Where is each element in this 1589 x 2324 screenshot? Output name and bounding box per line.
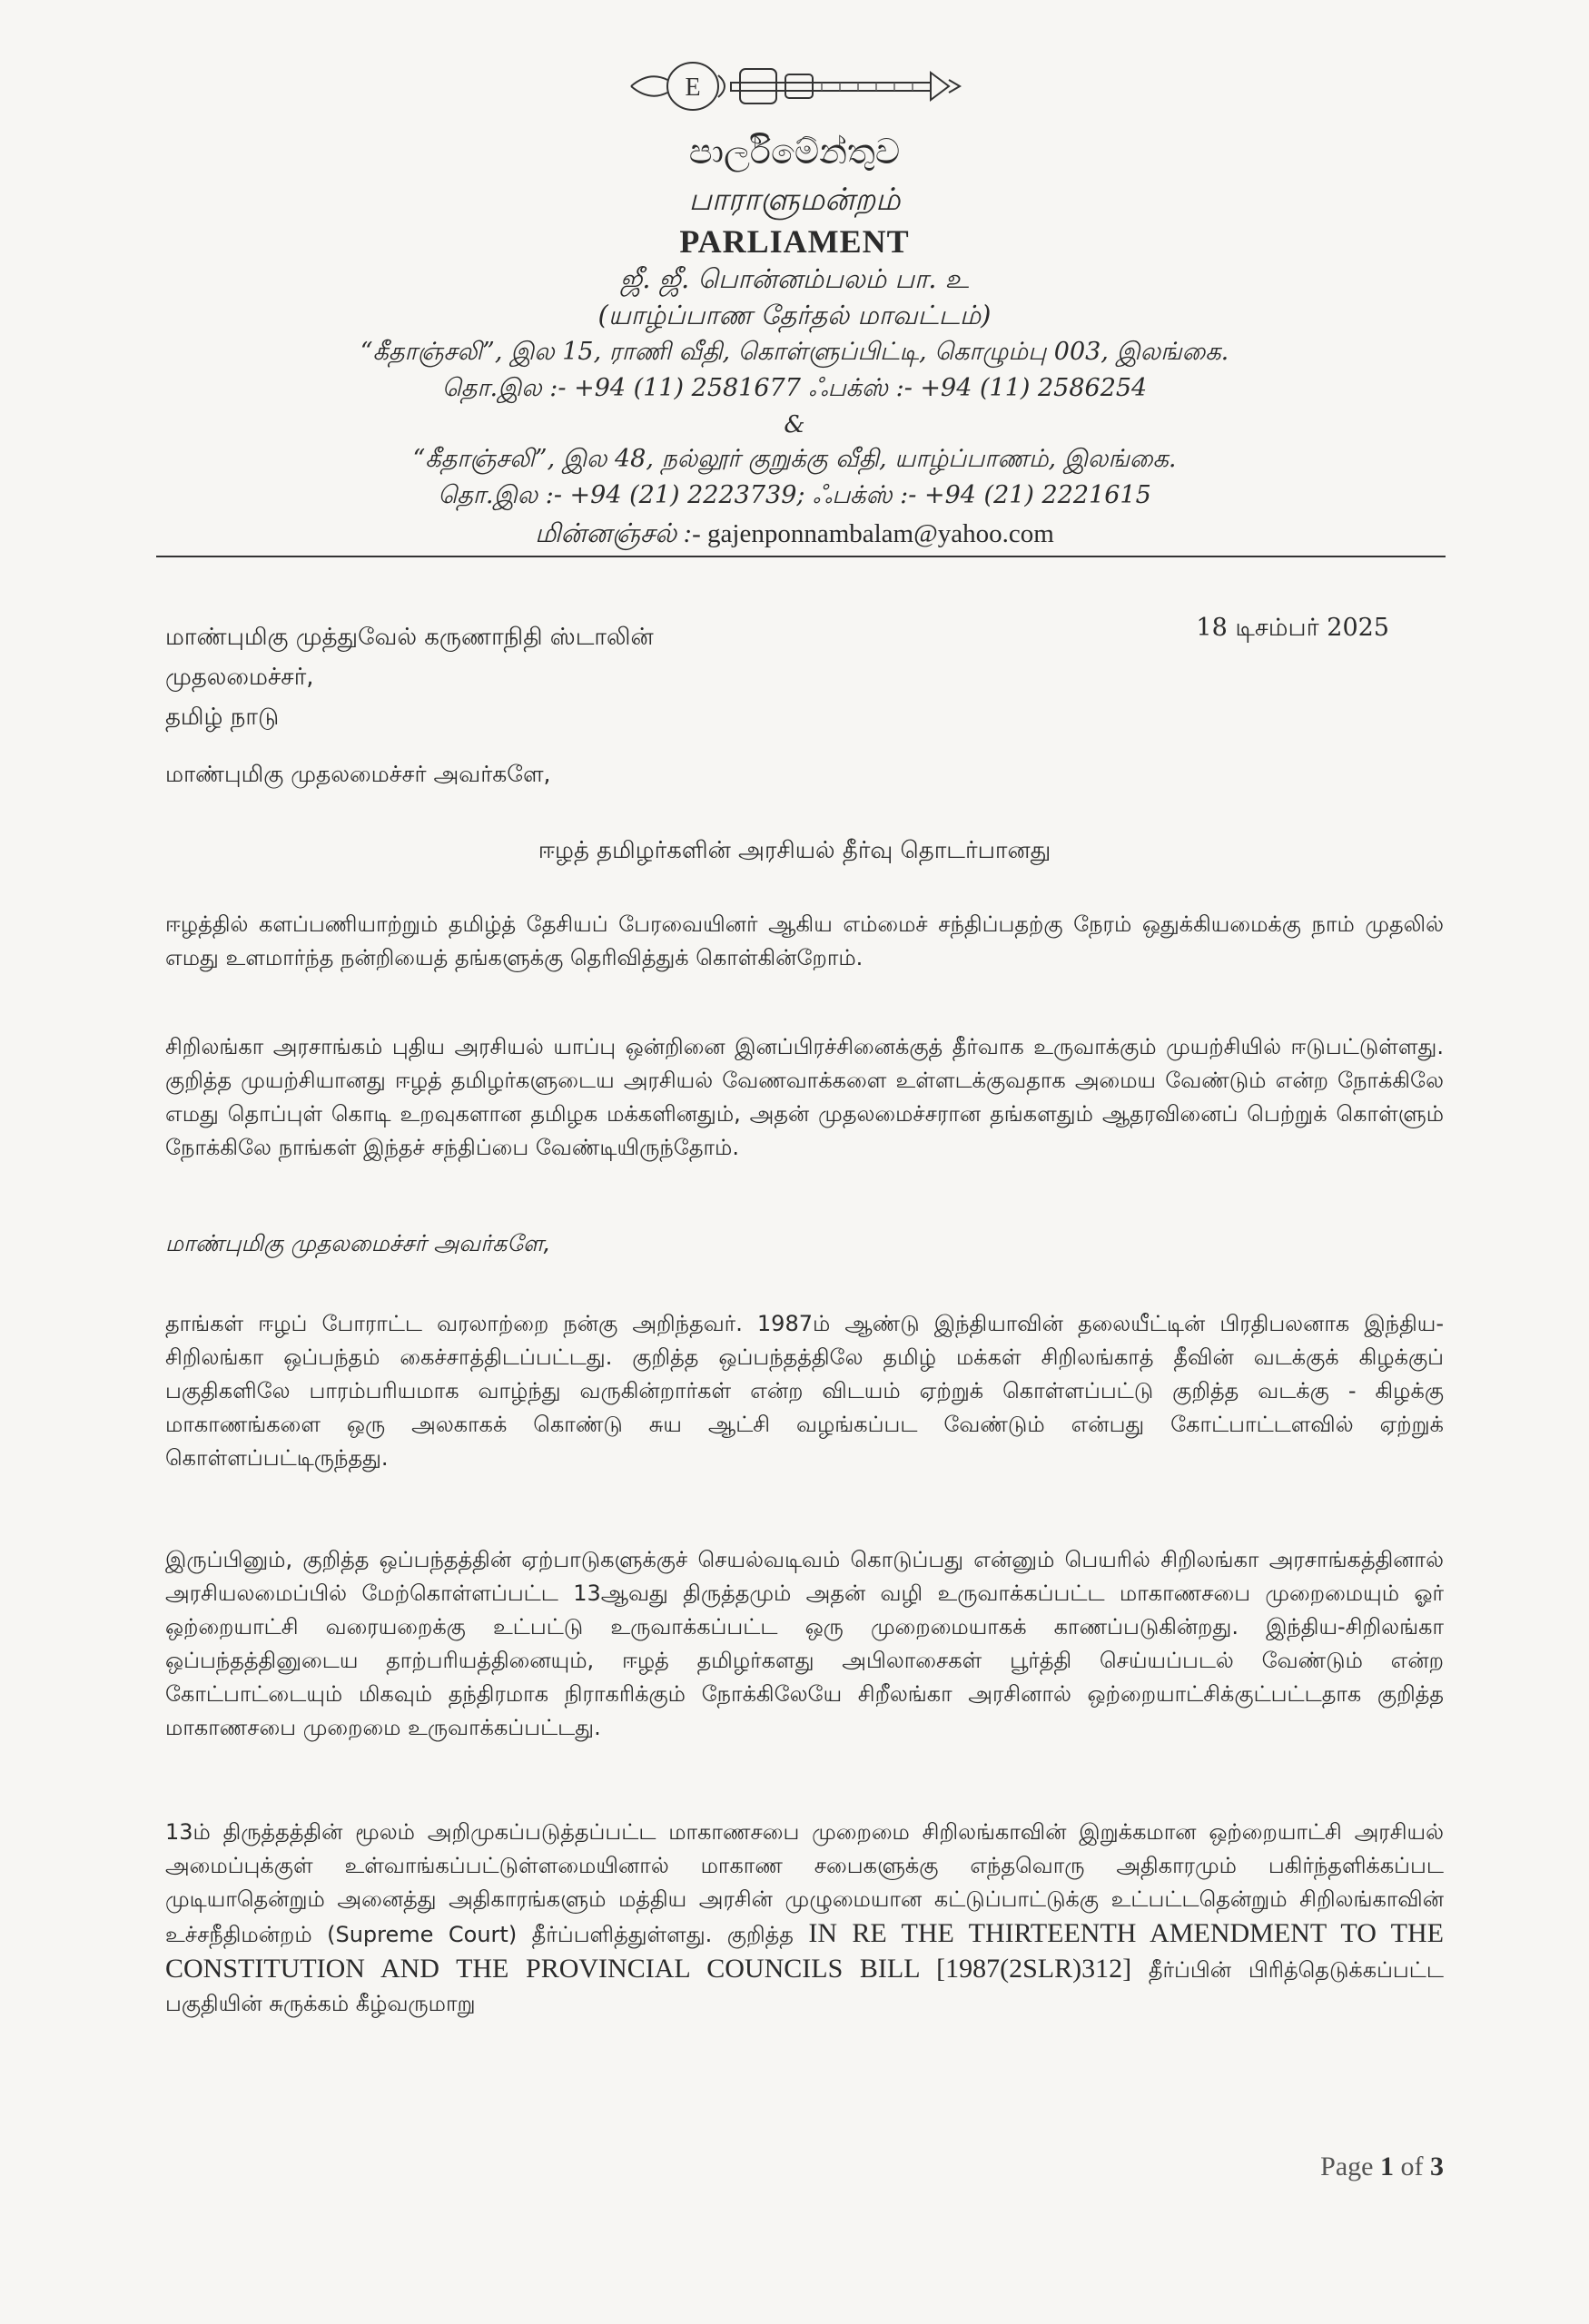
letterhead-phone-colombo: தொ.இல :- +94 (11) 2581677 ஃபக்ஸ் :- +94 (11) 2586254 <box>441 374 1148 402</box>
letterhead-sinhala-title: පාර්ලිමේන්තුව <box>688 132 901 172</box>
body-paragraph-3: தாங்கள் ஈழப் போராட்ட வரலாற்றை நன்கு அறிந்தவர். 1987ம் ஆண்டு இந்தியாவின் தலையீட்டின் பிரதிபலனாக இந்திய-சிறிலங்கா ஒப்பந்தம் கைச்சாத்திடப்பட்டது. குறித்த ஒப்பந்தத்திலே தமிழ் மக்கள் சிறிலங்காத் தீவின் வடக்குக் கிழக்குப் பகுதிகளிலே பாரம்பரியமாக வாழ்ந்து வருகின்றார்கள் என்ற விடயம் ஏற்றுக் கொள்ளப்பட்டு குறித்த வடக்கு - கிழக்கு மாகாணங்களை ஒரு அலகாகக் கொண்டு சுய ஆட்சி வழங்கப்பட வேண்டும் என்பது கோட்பாட்டளவில் ஏற்றுக் கொள்ளப்பட்டிருந்தது. <box>165 1311 1445 1471</box>
page-number <box>1320 2152 1444 2182</box>
page-of: of <box>1400 2152 1424 2181</box>
email-address: gajenponnambalam@yahoo.com <box>707 519 1054 548</box>
letter-date: 18 டிசம்பர் 2025 <box>1196 614 1389 642</box>
parliament-mace-emblem <box>622 53 967 121</box>
body-paragraph-5 <box>165 1816 1444 2021</box>
paragraph-5-text-c: தீர்ப்பின் பிரித்தெடுக்கப்பட்ட பகுதியின் சுருக்கம் கீழ்வருமாறு <box>165 1957 1444 2016</box>
paragraph-5-text-a: 13ம் திருத்தத்தின் மூலம் அறிமுகப்படுத்தப்பட்ட மாகாணசபை முறைமை சிறிலங்காவின் இறுக்கமான ஒற்றையாட்சி அரசியல் அமைப்புக்குள் உள்வாங்கப்பட்டுள்ளமையினால் மாகாண சபைகளுக்கு எந்தவொரு அதிகாரமும் பகிர்ந்தளிக்கப்பட முடியாதென்றும் அனைத்து அதிகாரங்களும் மத்திய அரசின் முழுமையான கட்டுப்பாட்டுக்கு உட்பட்டதென்றும் சிறிலங்காவின் உச்சநீதிமன்றம் (Supreme Court) தீர்ப்பளித்துள்ளது. குறித்த <box>165 1819 1444 1947</box>
letterhead-divider <box>156 556 1446 557</box>
recipient-block <box>165 617 654 737</box>
body-paragraph-4: இருப்பினும், குறித்த ஒப்பந்தத்தின் ஏற்பாடுகளுக்குச் செயல்வடிவம் கொடுப்பது என்னும் பெயரில் சிறிலங்கா அரசாங்கத்தினால் அரசியலமைப்பில் மேற்கொள்ளப்பட்ட 13ஆவது திருத்தமும் அதன் வழி உருவாக்கப்பட்ட மாகாணசபை முறைமையும் ஓர் ஒற்றையாட்சி வரையறைக்கு உட்பட்டு உருவாக்கப்பட்ட ஒரு முறைமையாகக் காணப்படுகின்றது. இந்திய-சிறிலங்கா ஒப்பந்தத்தினுடைய தாற்பரியத்தினையும், ஈழத் தமிழர்களது அபிலாசைகள் பூர்த்தி செய்யப்படல் வேண்டும் என்ற கோட்பாட்டையும் மிகவும் தந்திரமாக நிராகரிக்கும் நோக்கிலேயே சிறீலங்கா அரசினால் ஒற்றையாட்சிக்குட்பட்டதாக குறித்த மாகாணசபை முறைமை உருவாக்கப்பட்டது. <box>165 1547 1444 1740</box>
recipient-title: முதலமைச்சர், <box>165 664 314 691</box>
page-total: 3 <box>1430 2152 1444 2181</box>
page-label: Page <box>1320 2152 1374 2181</box>
letterhead-address-colombo: “கீதாஞ்சலி”, இல 15, ராணி வீதி, கொள்ளுப்பிட்டி, கொழும்பு 003, இலங்கை. <box>360 338 1229 366</box>
letterhead-phone-jaffna: தொ.இல :- +94 (21) 2223739; ஃபக்ஸ் :- +94 (21) 2221615 <box>438 481 1151 509</box>
letterhead-ampersand: & <box>784 411 805 438</box>
body-paragraph-1: ஈழத்தில் களப்பணியாற்றும் தமிழ்த் தேசியப் பேரவையினர் ஆகிய எம்மைச் சந்திப்பதற்கு நேரம் ஒதுக்கியமைக்கு நாம் முதலில் எமது உளமார்ந்த நன்றியைத் தங்களுக்கு தெரிவித்துக் கொள்கின்றோம். <box>165 911 1444 970</box>
salutation: மாண்புமிகு முதலமைச்சர் அவர்களே, <box>165 761 551 787</box>
letterhead-address-jaffna: “கீதாஞ்சலி”, இல 48, நல்லூர் குறுக்கு வீதி, யாழ்ப்பாணம், இலங்கை. <box>412 445 1177 473</box>
letterhead-mp-name: ஜீ. ஜீ. பொன்னம்பலம் பா. உ <box>620 263 969 294</box>
body-paragraph-2: சிறிலங்கா அரசாங்கம் புதிய அரசியல் யாப்பு ஒன்றினை இனப்பிரச்சினைக்குத் தீர்வாக உருவாக்கும் முயற்சியில் ஈடுபட்டுள்ளது. குறித்த முயற்சியானது ஈழத் தமிழர்களுடைய அரசியல் வேணவாக்களை உள்ளடக்குவதாக அமைய வேண்டும் என்ற நோக்கிலே எமது தொப்புள் கொடி உறவுகளான தமிழக மக்களினதும், அதன் முதலமைச்சரான தங்களதும் ஆதரவினைப் பெற்றுக் கொள்ளும் நோக்கிலே நாங்கள் இந்தச் சந்திப்பை வேண்டியிருந்தோம். <box>165 1034 1444 1160</box>
letterhead-email-line <box>0 519 1589 552</box>
letterhead-tamil-title: பாராளுமன்றம் <box>688 182 901 218</box>
salutation-repeat: மாண்புமிகு முதலமைச்சர் அவர்களே, <box>165 1230 551 1256</box>
recipient-name: மாண்புமிகு முத்துவேல் கருணாநிதி ஸ்டாலின் <box>165 624 654 651</box>
page-current: 1 <box>1380 2152 1394 2181</box>
recipient-state: தமிழ் நாடு <box>165 704 280 731</box>
svg-text:E: E <box>685 74 701 102</box>
letterhead-english-title: PARLIAMENT <box>679 223 910 260</box>
letterhead-district: (யாழ்ப்பாண தேர்தல் மாவட்டம்) <box>597 300 992 330</box>
subject-line: ஈழத் தமிழர்களின் அரசியல் தீர்வு தொடர்பானது <box>538 837 1051 864</box>
paragraph-5-case-citation: IN RE THE THIRTEENTH AMENDMENT TO THE CONSTITUTION AND THE PROVINCIAL COUNCILS BILL [1987(2SLR)312] <box>165 1918 1444 1984</box>
email-label: மின்னஞ்சல் :- <box>535 519 701 548</box>
